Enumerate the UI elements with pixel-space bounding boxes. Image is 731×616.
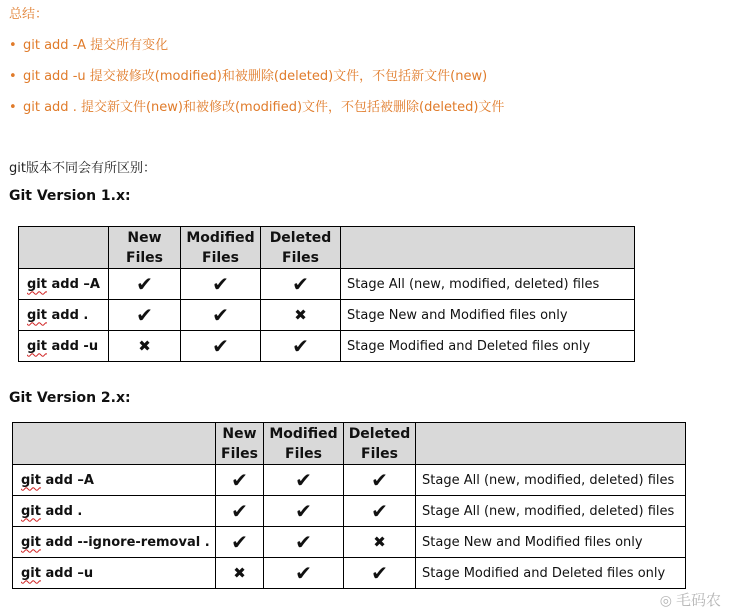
v2-title (9, 390, 131, 406)
header-modified: Modified Files (181, 227, 261, 269)
command-cell (13, 527, 216, 558)
command-git: git (21, 534, 41, 550)
header-desc-empty (416, 423, 686, 465)
description-cell: Stage Modified and Deleted files only (416, 558, 686, 589)
summary-item-text: git add . 提交新文件(new)和被修改(modified)文件，不包括被删除(deleted)文件 (23, 100, 505, 115)
command-git: git (27, 338, 47, 354)
summary-item (9, 34, 168, 53)
deleted-check-icon: ✔ (344, 496, 416, 527)
modified-check-icon: ✔ (264, 527, 344, 558)
v1-table (18, 226, 635, 362)
watermark-text: 毛码农 (675, 591, 721, 609)
header-new: New Files (216, 423, 264, 465)
header-new: New Files (109, 227, 181, 269)
command-cell (13, 558, 216, 589)
summary-title: 总结： (9, 7, 49, 22)
header-deleted: Deleted Files (344, 423, 416, 465)
table-row (19, 300, 635, 331)
modified-check-icon: ✔ (181, 331, 261, 362)
modified-check-icon: ✔ (181, 300, 261, 331)
header-deleted: Deleted Files (261, 227, 341, 269)
summary-item (9, 65, 487, 84)
description-cell: Stage New and Modified files only (341, 300, 635, 331)
table-header-row (19, 227, 635, 269)
new-check-icon: ✔ (109, 269, 181, 300)
command-rest: add . (46, 307, 89, 323)
v1-title-suffix: : (125, 188, 131, 204)
modified-check-icon: ✔ (264, 496, 344, 527)
description-cell: Stage All (new, modified, deleted) files (416, 496, 686, 527)
bullet-dot: • (9, 38, 17, 53)
header-empty-cell (13, 423, 216, 465)
new-cross-icon: ✖ (216, 558, 264, 589)
table-row (13, 558, 686, 589)
modified-check-icon: ✔ (264, 558, 344, 589)
command-cell (13, 496, 216, 527)
command-git: git (27, 307, 47, 323)
command-rest: add –A (46, 276, 100, 292)
table-header-row (13, 423, 686, 465)
description-cell: Stage All (new, modified, deleted) files (416, 465, 686, 496)
v2-title-text: Git Version 2.x (9, 390, 126, 406)
description-cell: Stage New and Modified files only (416, 527, 686, 558)
command-rest: add -u (46, 338, 99, 354)
v1-title (9, 188, 131, 204)
v2-table (12, 422, 686, 589)
command-git: git (27, 276, 47, 292)
new-check-icon: ✔ (216, 527, 264, 558)
deleted-check-icon: ✔ (261, 331, 341, 362)
modified-check-icon: ✔ (264, 465, 344, 496)
command-cell (19, 269, 109, 300)
description-cell: Stage All (new, modified, deleted) files (341, 269, 635, 300)
v2-title-suffix: : (125, 390, 131, 406)
watermark (660, 589, 721, 610)
modified-check-icon: ✔ (181, 269, 261, 300)
weibo-icon: ◎ (659, 593, 672, 609)
new-check-icon: ✔ (109, 300, 181, 331)
deleted-check-icon: ✔ (344, 558, 416, 589)
header-modified: Modified Files (264, 423, 344, 465)
table-row (13, 527, 686, 558)
command-rest: add --ignore-removal . (40, 534, 210, 550)
description-cell: Stage Modified and Deleted files only (341, 331, 635, 362)
summary-item-text: git add -u 提交被修改(modified)和被删除(deleted)文件，不包括新文件(new) (23, 69, 488, 84)
table-row (13, 465, 686, 496)
summary-item-text: git add -A 提交所有变化 (23, 38, 169, 53)
command-rest: add –A (40, 472, 94, 488)
new-cross-icon: ✖ (109, 331, 181, 362)
header-empty-cell (19, 227, 109, 269)
command-rest: add –u (40, 565, 94, 581)
v1-title-text: Git Version 1.x (9, 188, 126, 204)
command-cell (19, 331, 109, 362)
command-cell (19, 300, 109, 331)
new-check-icon: ✔ (216, 496, 264, 527)
command-cell (13, 465, 216, 496)
bullet-dot: • (9, 69, 17, 84)
bullet-dot: • (9, 100, 17, 115)
command-rest: add . (40, 503, 83, 519)
table-row (19, 331, 635, 362)
deleted-cross-icon: ✖ (261, 300, 341, 331)
command-git: git (21, 503, 41, 519)
version-note: git版本不同会有所区别： (9, 161, 156, 176)
summary-item (9, 96, 504, 115)
deleted-check-icon: ✔ (261, 269, 341, 300)
command-git: git (21, 472, 41, 488)
deleted-check-icon: ✔ (344, 465, 416, 496)
deleted-cross-icon: ✖ (344, 527, 416, 558)
table-row (19, 269, 635, 300)
table-row (13, 496, 686, 527)
command-git: git (21, 565, 41, 581)
header-desc-empty (341, 227, 635, 269)
new-check-icon: ✔ (216, 465, 264, 496)
